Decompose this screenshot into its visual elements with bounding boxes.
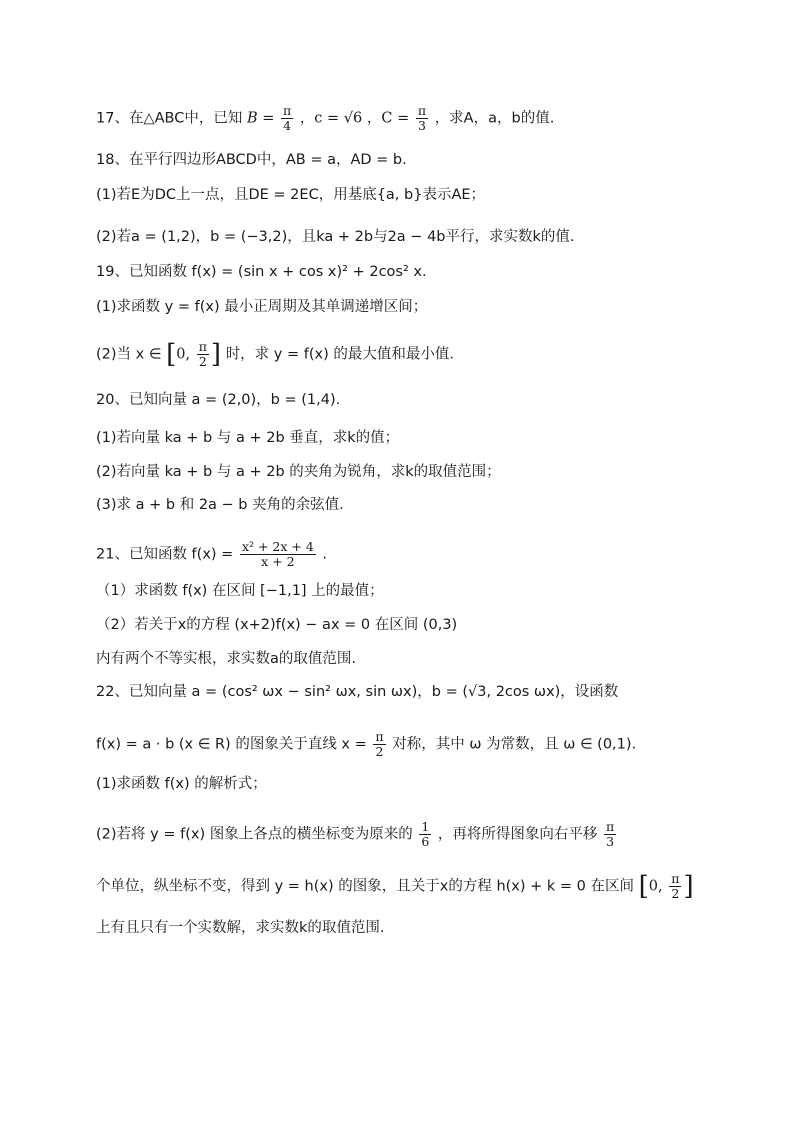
- q19-fraction: [197, 340, 209, 369]
- q17-tail: ，求A，a，b的值.: [434, 110, 555, 127]
- q20-part1: (1)若向量 ka + b 与 a + 2b 垂直，求k的值；: [96, 430, 400, 446]
- q22-p2-num1: 1: [421, 819, 430, 834]
- q21-fraction: [240, 540, 316, 569]
- q21-part2-cont: 内有两个不等实根，求实数a的取值范围.: [96, 651, 356, 667]
- q19-bracket-left: [: [166, 339, 177, 370]
- q17-C-lhs: ，C =: [366, 110, 410, 127]
- q22-zero: 0,: [648, 878, 663, 895]
- q19-stem: 19、已知函数 f(x) = (sin x + cos x)² + 2cos² x.: [96, 264, 427, 280]
- q19-bracket-right: ]: [210, 339, 222, 370]
- q17-B-num: π: [282, 103, 292, 118]
- q21-num: x² + 2x + 4: [241, 539, 314, 554]
- q19-part1: (1)求函数 y = f(x) 最小正周期及其单调递增区间；: [96, 299, 428, 315]
- q22-p2-num2: π: [606, 819, 615, 834]
- q19-p2-pre: (2)当 x ∈: [96, 346, 162, 363]
- q19-num: π: [198, 339, 207, 354]
- q22-line2-pre: f(x) = a · b (x ∈ R) 的图象关于直线 x =: [96, 736, 367, 753]
- q22-line2-num: π: [375, 729, 384, 744]
- q20-part3: (3)求 a + b 和 2a − b 夹角的余弦值.: [96, 497, 344, 513]
- q18-part2: (2)若a = (1,2)，b = (−3,2)，且ka + 2b与2a − 4b平行，求实数k的值.: [96, 229, 575, 245]
- q22-part1: (1)求函数 f(x) 的解析式；: [96, 776, 267, 792]
- q19-den: 2: [198, 354, 207, 369]
- q20-stem: 20、已知向量 a = (2,0)，b = (1,4).: [96, 392, 341, 408]
- q21-stem: [96, 540, 327, 569]
- q22-p2-fraction1: [419, 820, 431, 849]
- q22-p2-pre: (2)若将 y = f(x) 图象上各点的横坐标变为原来的: [96, 826, 413, 843]
- q22-p3-fraction: [669, 872, 681, 901]
- q22-part3: [96, 872, 694, 901]
- q22-line2: [96, 730, 636, 759]
- q22-part4: 上有且只有一个实数解，求实数k的取值范围.: [96, 920, 385, 936]
- q22-p3-den: 2: [671, 886, 680, 901]
- q21-part2: （2）若关于x的方程 (x+2)f(x) − ax = 0 在区间 (0,3): [96, 617, 458, 633]
- q17-C-num: π: [417, 103, 427, 118]
- q22-p3-pre: 个单位，纵坐标不变，得到 y = h(x) 的图象，且关于x的方程 h(x) + k = 0 在区间: [96, 878, 634, 895]
- q22-line2-fraction: [373, 730, 385, 759]
- q22-stem: 22、已知向量 a = (cos² ωx − sin² ωx, sin ωx)，b = (√3, 2cos ωx)，设函数: [96, 684, 619, 700]
- question-17: [96, 104, 554, 133]
- q22-p2-mid: ，再将所得图象向右平移: [437, 826, 598, 843]
- q17-C-den: 3: [417, 118, 426, 133]
- q19-zero: 0,: [176, 346, 191, 363]
- q17-B-lhs: B =: [246, 110, 275, 127]
- q18-stem: 18、在平行四边形ABCD中，AB = a，AD = b.: [96, 152, 407, 168]
- q22-line2-post: 对称，其中 ω 为常数，且 ω ∈ (0,1).: [392, 736, 637, 753]
- q21-den: x + 2: [261, 554, 295, 569]
- q22-p2-fraction2: [604, 820, 616, 849]
- q22-p2-den1: 6: [421, 834, 430, 849]
- q20-part2: (2)若向量 ka + b 与 a + 2b 的夹角为锐角，求k的取值范围；: [96, 464, 501, 480]
- q22-bracket-right: ]: [683, 871, 694, 902]
- q21-part1: （1）求函数 f(x) 在区间 [−1,1] 上的最值；: [96, 583, 384, 599]
- q17-label: 17、在△ABC中，已知: [96, 110, 243, 127]
- q22-p3-num: π: [671, 871, 680, 886]
- q17-C-fraction: [416, 104, 428, 133]
- q18-part1: (1)若E为DC上一点，且DE = 2EC，用基底{a, b}表示AE；: [96, 187, 486, 203]
- q17-B-den: 4: [283, 118, 292, 133]
- q21-stem-pre: 21、已知函数 f(x) =: [96, 546, 234, 563]
- q19-part2: [96, 340, 454, 369]
- q19-p2-post: 时，求 y = f(x) 的最大值和最小值.: [225, 346, 454, 363]
- q22-line2-den: 2: [375, 744, 384, 759]
- q21-stem-post: .: [322, 546, 328, 563]
- q17-c-part: ，c = √6: [299, 110, 363, 127]
- q22-part2: [96, 820, 618, 849]
- q22-p2-den2: 3: [606, 834, 615, 849]
- q22-bracket-left: [: [638, 871, 649, 902]
- q17-B-fraction: [281, 104, 293, 133]
